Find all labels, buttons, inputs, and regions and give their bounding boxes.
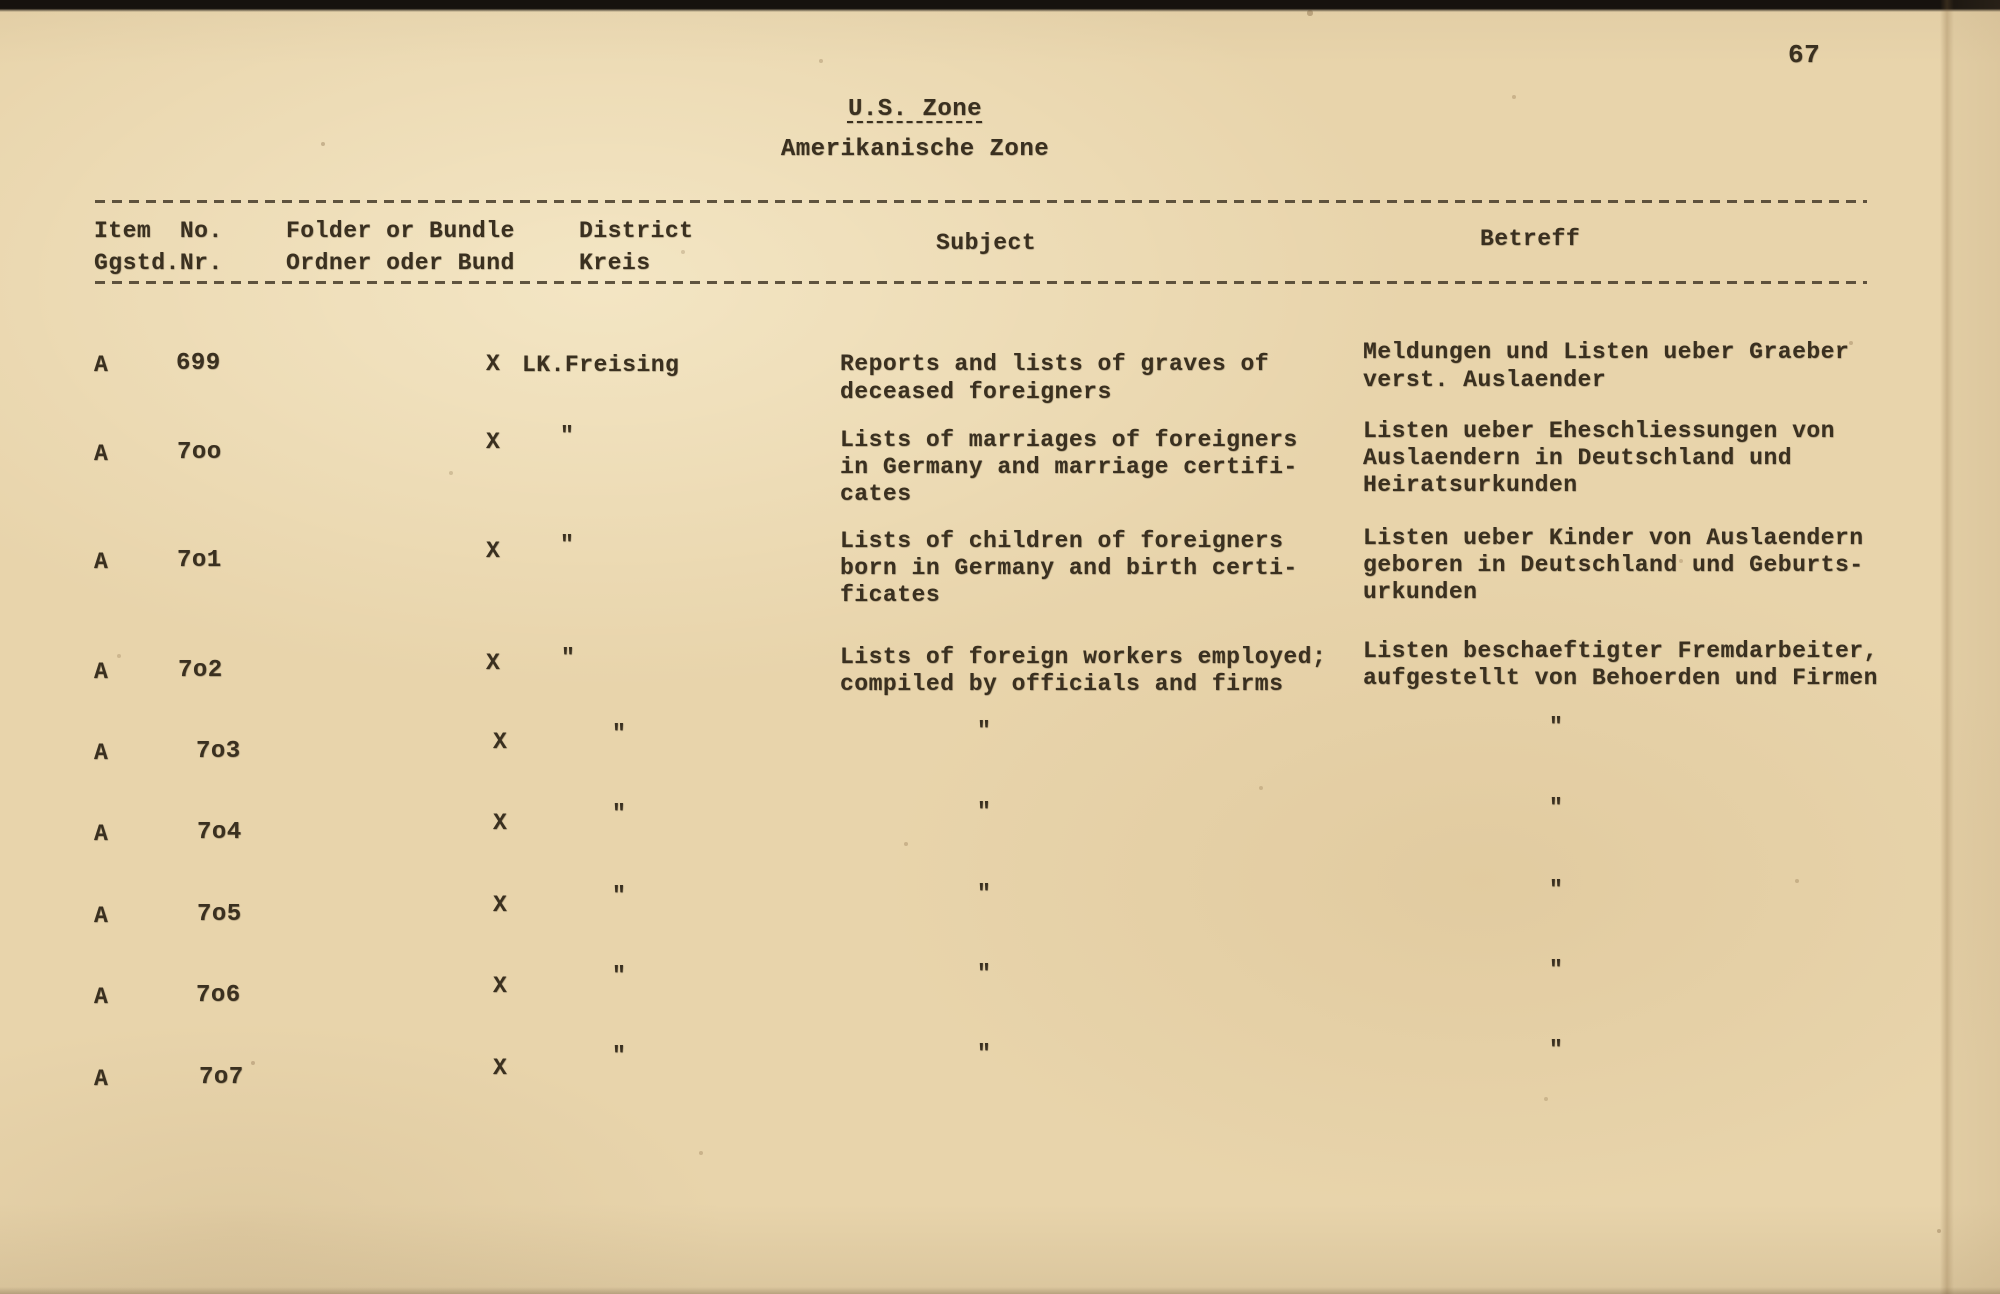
betreff-ditto-mark: " <box>1549 957 1564 983</box>
header-item-no-de: Ggstd.Nr. <box>94 250 223 276</box>
district-ditto-mark: " <box>612 883 627 909</box>
subject-line: born in Germany and birth certi- <box>840 555 1298 581</box>
item-number: 7o4 <box>197 819 242 846</box>
subject-ditto-mark: " <box>977 799 992 825</box>
table-rule-bottom <box>95 281 1867 284</box>
betreff-ditto-mark: " <box>1549 795 1564 821</box>
folder-mark: X <box>493 810 508 836</box>
page-bottom-edge <box>0 1287 2000 1294</box>
district-ditto-mark: " <box>612 1043 627 1069</box>
title-us-zone: U.S. Zone <box>847 96 983 123</box>
item-number: 699 <box>176 350 221 377</box>
subject-ditto-mark: " <box>977 1041 992 1067</box>
table-rule-top <box>95 200 1867 203</box>
item-number: 7o5 <box>197 901 242 928</box>
subject-ditto-mark: " <box>977 881 992 907</box>
item-letter: A <box>94 659 109 685</box>
betreff-line: Auslaendern in Deutschland und <box>1363 445 1793 471</box>
district-ditto-mark: " <box>560 532 575 558</box>
item-letter: A <box>94 549 109 575</box>
header-betreff: Betreff <box>1480 226 1581 252</box>
district-value: LK.Freising <box>522 352 680 378</box>
subject-line: ficates <box>840 582 941 608</box>
betreff-ditto-mark: " <box>1549 714 1564 740</box>
betreff-line: verst. Auslaender <box>1363 367 1607 393</box>
folder-mark: X <box>486 538 501 564</box>
item-letter: A <box>94 352 109 378</box>
folder-mark: X <box>493 1055 508 1081</box>
betreff-line: geboren in Deutschland und Geburts- <box>1363 552 1864 578</box>
subject-line: compiled by officials and firms <box>840 671 1284 697</box>
item-number: 7o1 <box>177 547 222 574</box>
subject-line: Reports and lists of graves of <box>840 351 1270 377</box>
betreff-line: aufgestellt von Behoerden und Firmen <box>1363 665 1878 691</box>
item-number: 7o6 <box>196 982 241 1009</box>
header-district-en: District <box>579 218 694 244</box>
item-number: 7o2 <box>178 657 223 684</box>
title-amerikanische-zone: Amerikanische Zone <box>780 136 1050 163</box>
subject-line: cates <box>840 481 912 507</box>
betreff-line: Listen beschaeftigter Fremdarbeiter, <box>1363 638 1878 664</box>
betreff-line: Heiratsurkunden <box>1363 472 1578 498</box>
subject-line: Lists of marriages of foreigners <box>840 427 1298 453</box>
folder-mark: X <box>493 892 508 918</box>
subject-line: deceased foreigners <box>840 379 1112 405</box>
folder-mark: X <box>486 429 501 455</box>
subject-ditto-mark: " <box>977 961 992 987</box>
district-ditto-mark: " <box>560 423 575 449</box>
folder-mark: X <box>486 650 501 676</box>
paper-speckles <box>0 0 2 2</box>
betreff-line: Listen ueber Kinder von Auslaendern <box>1363 525 1864 551</box>
item-letter: A <box>94 903 109 929</box>
item-letter: A <box>94 984 109 1010</box>
subject-line: Lists of foreign workers employed; <box>840 644 1327 670</box>
betreff-ditto-mark: " <box>1549 1037 1564 1063</box>
district-ditto-mark: " <box>612 963 627 989</box>
subject-line: in Germany and marriage certifi- <box>840 454 1298 480</box>
district-ditto-mark: " <box>612 801 627 827</box>
folder-mark: X <box>493 973 508 999</box>
betreff-line: Meldungen und Listen ueber Graeber <box>1363 339 1850 365</box>
page-number: 67 <box>1788 40 1821 70</box>
header-subject: Subject <box>936 230 1037 256</box>
item-letter: A <box>94 441 109 467</box>
item-number: 7o3 <box>196 738 241 765</box>
scan-top-edge <box>0 0 2000 12</box>
page-right-edge <box>1940 0 2000 1294</box>
betreff-ditto-mark: " <box>1549 877 1564 903</box>
header-item-no-en: Item No. <box>94 218 223 244</box>
item-letter: A <box>94 740 109 766</box>
betreff-line: urkunden <box>1363 579 1478 605</box>
folder-mark: X <box>486 351 501 377</box>
header-folder-de: Ordner oder Bund <box>286 250 515 276</box>
item-letter: A <box>94 821 109 847</box>
item-number: 7o7 <box>199 1064 244 1091</box>
district-ditto-mark: " <box>612 721 627 747</box>
header-district-de: Kreis <box>579 250 651 276</box>
folder-mark: X <box>493 729 508 755</box>
subject-ditto-mark: " <box>977 718 992 744</box>
header-folder-en: Folder or Bundle <box>286 218 515 244</box>
district-ditto-mark: " <box>561 645 576 671</box>
item-number: 7oo <box>177 439 222 466</box>
subject-line: Lists of children of foreigners <box>840 528 1284 554</box>
item-letter: A <box>94 1066 109 1092</box>
betreff-line: Listen ueber Eheschliessungen von <box>1363 418 1835 444</box>
